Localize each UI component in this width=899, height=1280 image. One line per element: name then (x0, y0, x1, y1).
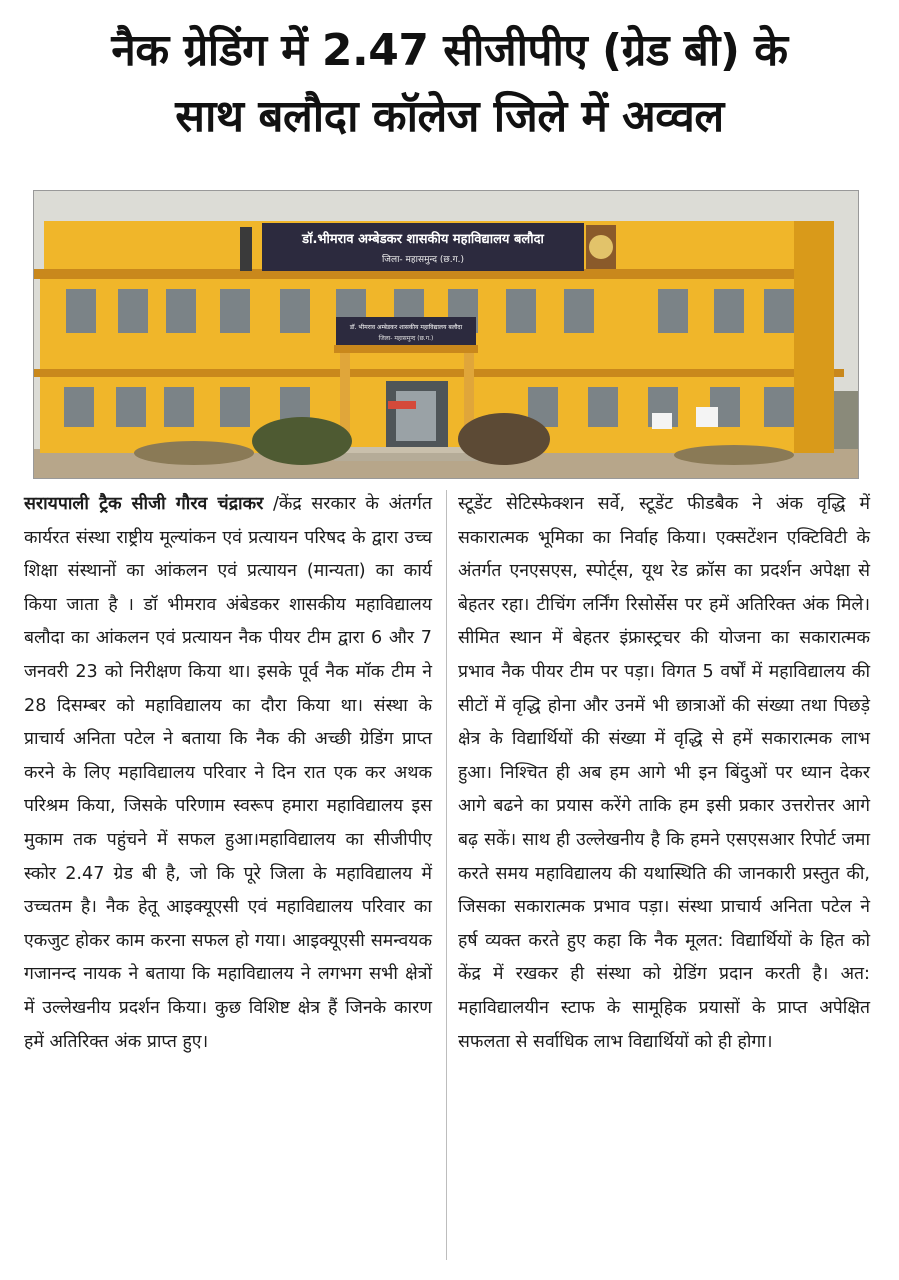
sign-sub-text: जिला- महासमुन्द (छ.ग.) (381, 255, 465, 265)
headline-line-1: नैक ग्रेडिंग में 2.47 सीजीपीए (ग्रेड बी) के (111, 25, 788, 76)
column-divider (446, 490, 447, 1260)
porch-sign-main-text: डॉ. भीमराव अम्बेडकर शासकीय महाविद्यालय बलौदा (349, 324, 463, 331)
byline: सरायपाली ट्रैक सीजी गौरव चंद्राकर (24, 494, 264, 514)
sign-main-text: डॉ.भीमराव अम्बेडकर शासकीय महाविद्यालय बलौदा (302, 232, 544, 247)
headline-line-2: साथ बलौदा कॉलेज जिले में अव्वल (175, 91, 724, 142)
article-column-1-text: /केंद्र सरकार के अंतर्गत कार्यरत संस्था राष्ट्रीय मूल्यांकन एवं प्रत्यायन परिषद के द्वारा उच्च शिक्षा संस्थानों का आंकलन एवं प्रत्यायन (मान्यता) का कार्य किया जाता है । डॉ भीमराव अंबेडकर शासकीय महाविद्यालय बलौदा का आंकलन एवं प्रत्यायन नैक पीयर टीम द्वारा 6 और 7 जनवरी 23 को निरीक्षण किया था। इसके पूर्व नैक मॉक टीम ने 28 दिसम्बर को महाविद्यालय का दौरा किया था। संस्था के प्राचार्य अनिता पटेल ने बताया कि नैक की अच्छी ग्रेडिंग प्राप्त करने के लिए महाविद्यालय परिवार ने दिन रात एक कर अथक परिश्रम किया, जिसके परिणाम स्वरूप हमारा महाविद्यालय इस मुकाम तक पहुंचने में सफल हुआ।महाविद्यालय का सीजीपीए स्कोर 2.47 ग्रेड बी है, जो कि पूरे जिला के महाविद्यालय में उच्चतम है। नैक हेतू आइक्यूएसी एवं महाविद्यालय परिवार का एकजुट होकर काम करना सफल हो गया। आइक्यूएसी समन्वयक गजानन्द नायक ने बताया कि महाविद्यालय ने लगभग सभी क्षेत्रों में उल्लेखनीय प्रदर्शन किया। कुछ विशिष्ट क्षेत्र हैं जिनके कारण हमें अतिरिक्त अंक प्राप्त हुए। (24, 494, 432, 1052)
porch-sign-sub-text: जिला- महासमुन्द (छ.ग.) (378, 335, 434, 342)
article-column-2: स्टूडेंट सेटिस्फेक्शन सर्वे, स्टूडेंट फीडबैक ने अंक वृद्धि में सकारात्मक भूमिका का निर्वाह किया। एक्सटेंशन एक्टिविटी के अंतर्गत एनएसएस, स्पोर्ट्स, यूथ रेड क्रॉस का प्रदर्शन अपेक्षा से बेहतर रहा। टीचिंग लर्निंग रिसोर्सेस पर हमें अतिरिक्त अंक मिले। सीमित स्थान में बेहतर इंफ्रास्ट्रचर की योजना का सकारात्मक प्रभाव नैक पीयर टीम पर पड़ा। विगत 5 वर्षों में महाविद्यालय की सीटों में वृद्धि होना और उनमें भी छात्राओं की संख्या तथा पिछड़े क्षेत्र के विद्यार्थियों की संख्या में वृद्धि से हमें सकारात्मक लाभ हुआ। निश्चित ही अब हम आगे भी इन बिंदुओं पर ध्यान देकर आगे बढने का प्रयास करेंगे ताकि हम इसी प्रकार उत्तरोत्तर आगे बढ़ सकें। साथ ही उल्लेखनीय है कि हमने एसएसआर रिपोर्ट जमा करते समय महाविद्यालय की यथास्थिति की जानकारी प्रस्तुत की, जिसका सकारात्मक प्रभाव पड़ा। संस्था प्राचार्य अनिता पटेल ने हर्ष व्यक्त करते हुए कहा कि नैक मूलत: विद्यार्थियों के हित को केंद्र में रखकर ही संस्था को ग्रेडिंग प्रदान करती है। अत: महाविद्यालयीन स्टाफ के सामूहिक प्रयासों के प्राप्त अपेक्षित सफलता से सर्वाधिक लाभ विद्यार्थियों को ही होगा। (458, 494, 870, 1052)
headline (10, 18, 889, 150)
college-building-photo (33, 190, 859, 479)
article-column-1 (24, 488, 432, 1059)
